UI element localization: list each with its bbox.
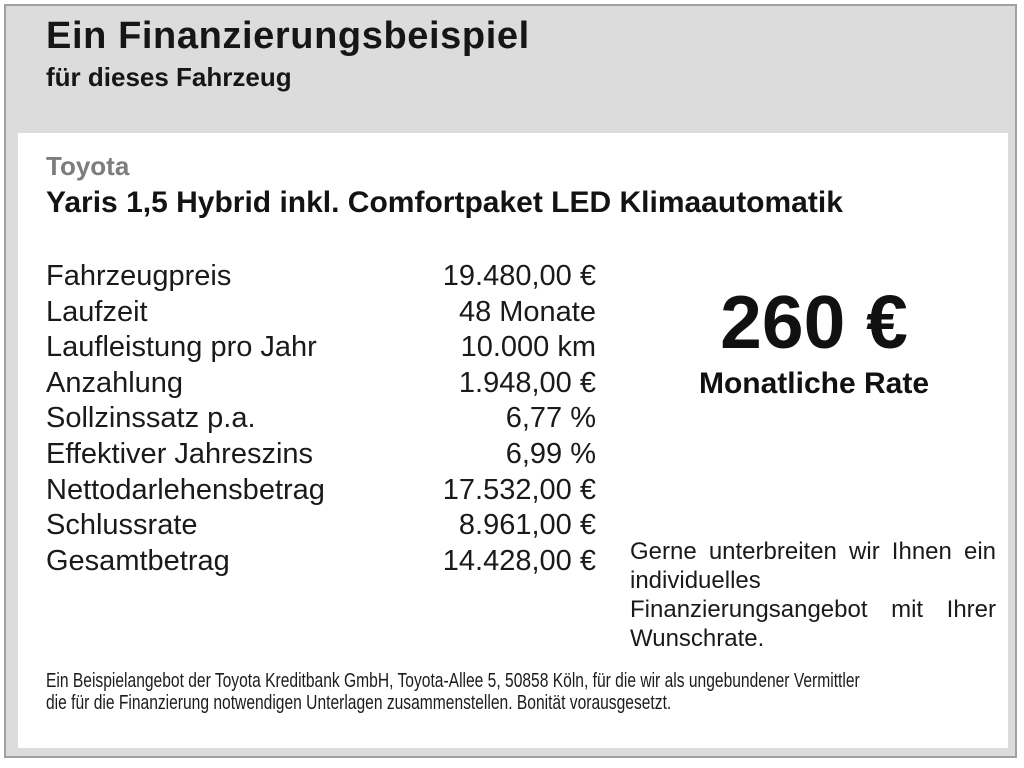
row-label: Laufleistung pro Jahr — [46, 331, 317, 364]
finance-table — [46, 259, 596, 579]
row-value: 19.480,00 € — [442, 260, 596, 292]
table-row-sollzinssatz — [46, 401, 596, 437]
table-row-fahrzeugpreis — [46, 259, 596, 295]
row-label: Anzahlung — [46, 366, 184, 399]
row-label: Laufzeit — [46, 295, 148, 328]
row-value: 6,99 % — [505, 437, 596, 470]
row-label: Gesamtbetrag — [46, 544, 230, 577]
fine-print — [46, 671, 1008, 714]
table-row-laufleistung — [46, 330, 596, 366]
fine-print-line-1: Ein Beispielangebot der Toyota Kreditbank GmbH, Toyota-Allee 5, 50858 Köln, für die wir als ungebundener Vermittler — [46, 670, 860, 692]
financing-card — [18, 133, 1008, 748]
table-row-schlussrate — [46, 508, 596, 544]
row-value: 10.000 km — [460, 331, 596, 364]
fine-print-line-2: die für die Finanzierung notwendigen Unterlagen zusammenstellen. Bonität vorausgesetzt. — [46, 691, 672, 714]
row-label: Effektiver Jahreszins — [46, 437, 314, 470]
vehicle-brand: Toyota — [46, 151, 130, 181]
table-row-anzahlung — [46, 366, 596, 402]
table-row-effektiver-jahreszins — [46, 437, 596, 473]
vehicle-model: Yaris 1,5 Hybrid inkl. Comfortpaket LED Klimaautomatik — [46, 186, 843, 219]
row-value: 6,77 % — [505, 402, 596, 435]
row-label: Nettodarlehensbetrag — [46, 473, 325, 506]
row-value: 48 Monate — [458, 295, 596, 328]
monthly-rate-block — [634, 280, 994, 401]
table-row-nettodarlehensbetrag — [46, 473, 596, 509]
row-label: Schlussrate — [46, 509, 198, 542]
page-header — [46, 16, 530, 92]
table-row-gesamtbetrag — [46, 544, 596, 580]
page-subtitle: für dieses Fahrzeug — [46, 62, 292, 92]
offer-note: Gerne unterbreiten wir Ihnen ein individuelles Finanzierungsangebot mit Ihrer Wunschrate. — [630, 538, 996, 652]
row-value: 8.961,00 € — [458, 509, 596, 542]
gray-panel-frame — [4, 4, 1017, 758]
page-title: Ein Finanzierungsbeispiel — [46, 15, 530, 57]
monthly-rate-label: Monatliche Rate — [698, 367, 930, 400]
monthly-rate-amount: 260 € — [720, 280, 908, 364]
row-value: 14.428,00 € — [442, 544, 596, 577]
row-label: Sollzinssatz p.a. — [46, 402, 256, 435]
table-row-laufzeit — [46, 295, 596, 331]
row-label: Fahrzeugpreis — [46, 260, 232, 292]
row-value: 1.948,00 € — [458, 366, 596, 399]
row-value: 17.532,00 € — [442, 473, 596, 506]
